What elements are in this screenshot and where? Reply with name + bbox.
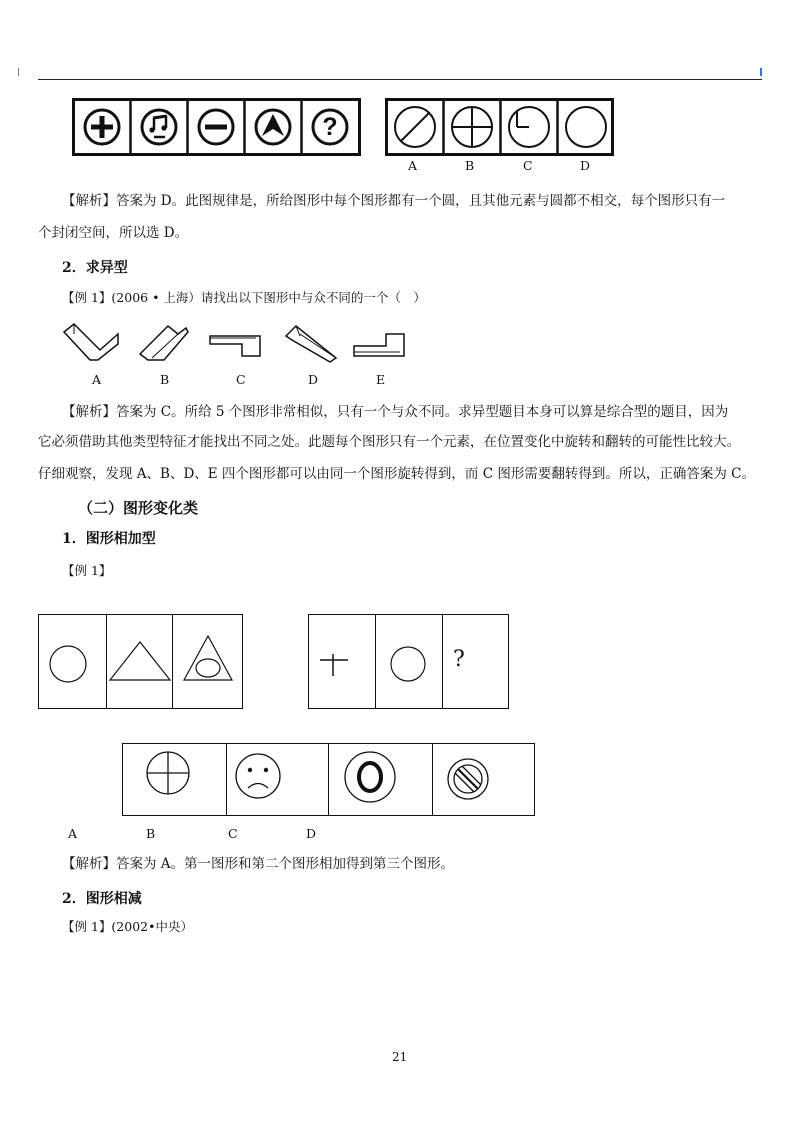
header-rule	[38, 79, 762, 80]
odd-option-label-b: B	[160, 372, 170, 387]
addition-options-figure	[122, 743, 536, 817]
page-number: 21	[392, 1050, 408, 1064]
shape-d	[286, 326, 336, 362]
shape-a	[64, 324, 118, 360]
analysis-addition: 【解析】答案为 A。第一图形和第二个图形相加得到第三个图形。	[62, 856, 455, 872]
example-subtraction: 【例 1】(2002•中央）	[62, 919, 193, 934]
sad-face-icon	[236, 754, 280, 798]
top-sequence-figure	[72, 98, 362, 156]
header-mark-left	[18, 68, 19, 76]
example-odd: 【例 1】(2006 • 上海）请找出以下图形中与众不同的一个（ ）	[62, 290, 426, 305]
heading-graphic-addition: 1．图形相加型	[62, 531, 156, 547]
top-option-label-b: B	[465, 158, 475, 173]
circle-minus-icon	[199, 110, 233, 144]
analysis-1-cont	[38, 218, 758, 248]
top-option-label-a: A	[408, 158, 418, 173]
circle-shape	[50, 646, 86, 682]
header-mark-right	[760, 68, 762, 76]
odd-option-label-c: C	[236, 372, 246, 387]
circle-quadrant-icon	[509, 107, 549, 147]
odd-option-label-a: A	[92, 372, 102, 387]
question-mark: ?	[453, 647, 465, 672]
heading-graphic-subtraction: 2．图形相减	[62, 891, 142, 907]
odd-option-label-d: D	[308, 372, 319, 387]
add-option-label-d: D	[306, 826, 317, 841]
circle-cross-option-icon	[147, 752, 189, 794]
heading-odd-type: 2．求异型	[62, 260, 128, 276]
shape-b	[140, 326, 188, 360]
plain-circle-icon	[566, 107, 606, 147]
analysis-odd-line2: 它必须借助其他类型特征才能找出不同之处。此题每个图形只有一个元素，在位置变化中旋转和翻转的可能性比较大。	[38, 434, 740, 450]
svg-text:?: ?	[322, 113, 338, 141]
analysis-1-line2: 个封闭空间，所以选 D。	[38, 225, 189, 241]
triangle-shape	[110, 642, 170, 680]
circle-slash-icon	[395, 107, 435, 147]
add-option-label-c: C	[228, 826, 238, 841]
example-addition: 【例 1】	[62, 563, 112, 578]
top-option-label-d: D	[580, 158, 591, 173]
add-option-label-b: B	[146, 826, 156, 841]
circle-arrow-icon	[256, 110, 290, 144]
heading-graphic-change: （二）图形变化类	[78, 499, 199, 517]
analysis-odd-line3: 仔细观察，发现 A、B、D、E 四个图形都可以由同一个图形旋转得到，而 C 图形需要翻转得到。所以，正确答案为 C。	[38, 466, 755, 482]
top-option-label-c: C	[523, 158, 533, 173]
add-option-label-a: A	[68, 826, 78, 841]
circle-cross-icon	[452, 107, 492, 147]
cross-shape	[320, 654, 348, 676]
odd-option-label-e: E	[376, 372, 386, 387]
no-entry-icon	[448, 759, 488, 799]
circle-music-note-icon	[142, 110, 176, 144]
top-options-figure	[385, 98, 615, 156]
odd-one-out-figures	[60, 318, 410, 366]
ring-icon	[345, 752, 395, 802]
addition-right-figure	[308, 614, 510, 710]
addition-left-figure	[38, 614, 244, 710]
circle-plus-icon	[85, 110, 119, 144]
analysis-odd-line1: 【解析】答案为 C。所给 5 个图形非常相似，只有一个与众不同。求异型题目本身可以算是综合型的题目，因为	[62, 404, 729, 420]
triangle-with-circle-shape	[184, 636, 232, 680]
shape-c	[210, 336, 260, 356]
shape-e	[354, 334, 404, 356]
circle-question-icon	[313, 110, 347, 144]
analysis-1	[62, 186, 766, 216]
analysis-1-line1: 【解析】答案为 D。此图规律是，所给图形中每个图形都有一个圆，且其他元素与圆都不相交，每个图形只有一	[62, 193, 726, 209]
circle-shape-2	[391, 647, 425, 681]
